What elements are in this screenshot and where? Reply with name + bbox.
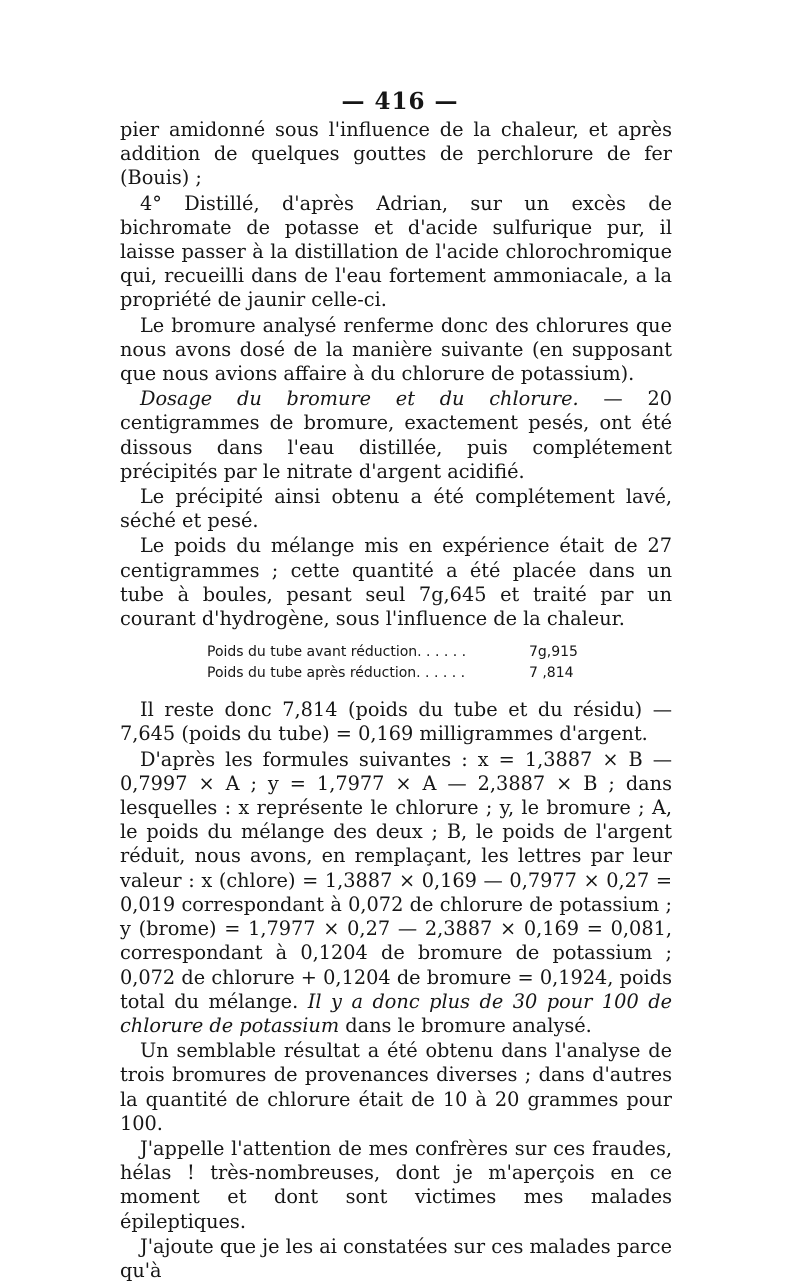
paragraph-9: Un semblable résultat a été obtenu dans l'analyse de trois bromures de provenances diverses ; dans d'autres la quantité de chlorure était de 10 à 20 grammes pour 100.	[120, 1039, 672, 1135]
paragraph-1: pier amidonné sous l'influence de la chaleur, et après addition de quelques gouttes de perchlorure de fer (Bouis) ;	[120, 118, 672, 190]
paragraph-8-end: dans le bromure analysé.	[339, 1013, 592, 1037]
paragraph-8-text: D'après les formules suivantes : x = 1,3887 × B — 0,7997 × A ; y = 1,7977 × A — 2,3887 × B ; dans lesquelles : x représente le chlorure ; y, le bromure ; A, le poids du mélange des deux ; B, le poids de l'argent réduit, nous avons, en remplaçant, les lettres par leur valeur : x (chlore) = 1,3887 × 0,169 — 0,7977 × 0,27 = 0,019 correspondant à 0,072 de chlorure de potassium ; y (brome) = 1,7977 × 0,27 — 2,3887 × 0,169 = 0,081, correspondant à 0,1204 de bromure de potassium ; 0,072 de chlorure + 0,1204 de bromure = 0,1924, poids total du mélange.	[120, 747, 672, 1013]
paragraph-3: Le bromure analysé renferme donc des chlorures que nous avons dosé de la manière suivante (en supposant que nous avions affaire à du chlorure de potassium).	[120, 313, 672, 386]
paragraph-8-italic: Il y a donc plus de 30 pour 100 de chlorure de potassium	[120, 989, 672, 1037]
body-text	[120, 118, 672, 1284]
table-row	[120, 642, 672, 663]
paragraph-2: 4° Distillé, d'après Adrian, sur un excès de bichromate de potasse et d'acide sulfurique pur, il laisse passer à la distillation de l'acide chlorochromique qui, recueilli dans de l'eau fortement ammoniacale, a la propriété de jaunir celle-ci.	[120, 191, 672, 312]
table-row-label: Poids du tube avant réduction. . . . . .	[207, 644, 467, 661]
paragraph-10: J'appelle l'attention de mes confrères sur ces fraudes, hélas ! très-nombreuses, dont je m'aperçois en ce moment et dont sont victimes mes malades épileptiques.	[120, 1136, 672, 1233]
page-number: — 416 —	[341, 88, 459, 115]
table-row-value: 7g,915	[529, 644, 578, 661]
paragraph-6: Le poids du mélange mis en expérience était de 27 centigrammes ; cette quantité a été placée dans un tube à boules, pesant seul 7g,645 et traité par un courant d'hydrogène, sous l'influence de la chaleur.	[120, 534, 672, 631]
table-row	[120, 663, 672, 684]
table-row-value: 7 ,814	[529, 665, 574, 682]
weights-table	[120, 642, 672, 684]
paragraph-8	[120, 748, 672, 1038]
section-title-dosage: Dosage du bromure et du chlorure.	[140, 387, 579, 411]
table-row-label: Poids du tube après réduction. . . . . .	[207, 665, 466, 682]
paragraph-7: Il reste donc 7,814 (poids du tube et du résidu) — 7,645 (poids du tube) = 0,169 milligrammes d'argent.	[120, 698, 672, 746]
paragraph-11: J'ajoute que je les ai constatées sur ces malades parce qu'à	[120, 1234, 672, 1282]
paragraph-4-text: — 20 centigrammes de bromure, exactement pesés, ont été dissous dans l'eau distillée, puis complétement précipités par le nitrate d'argent acidifié.	[120, 387, 673, 483]
paragraph-5: Le précipité ainsi obtenu a été complétement lavé, séché et pesé.	[120, 485, 672, 533]
paragraph-4	[120, 387, 672, 484]
